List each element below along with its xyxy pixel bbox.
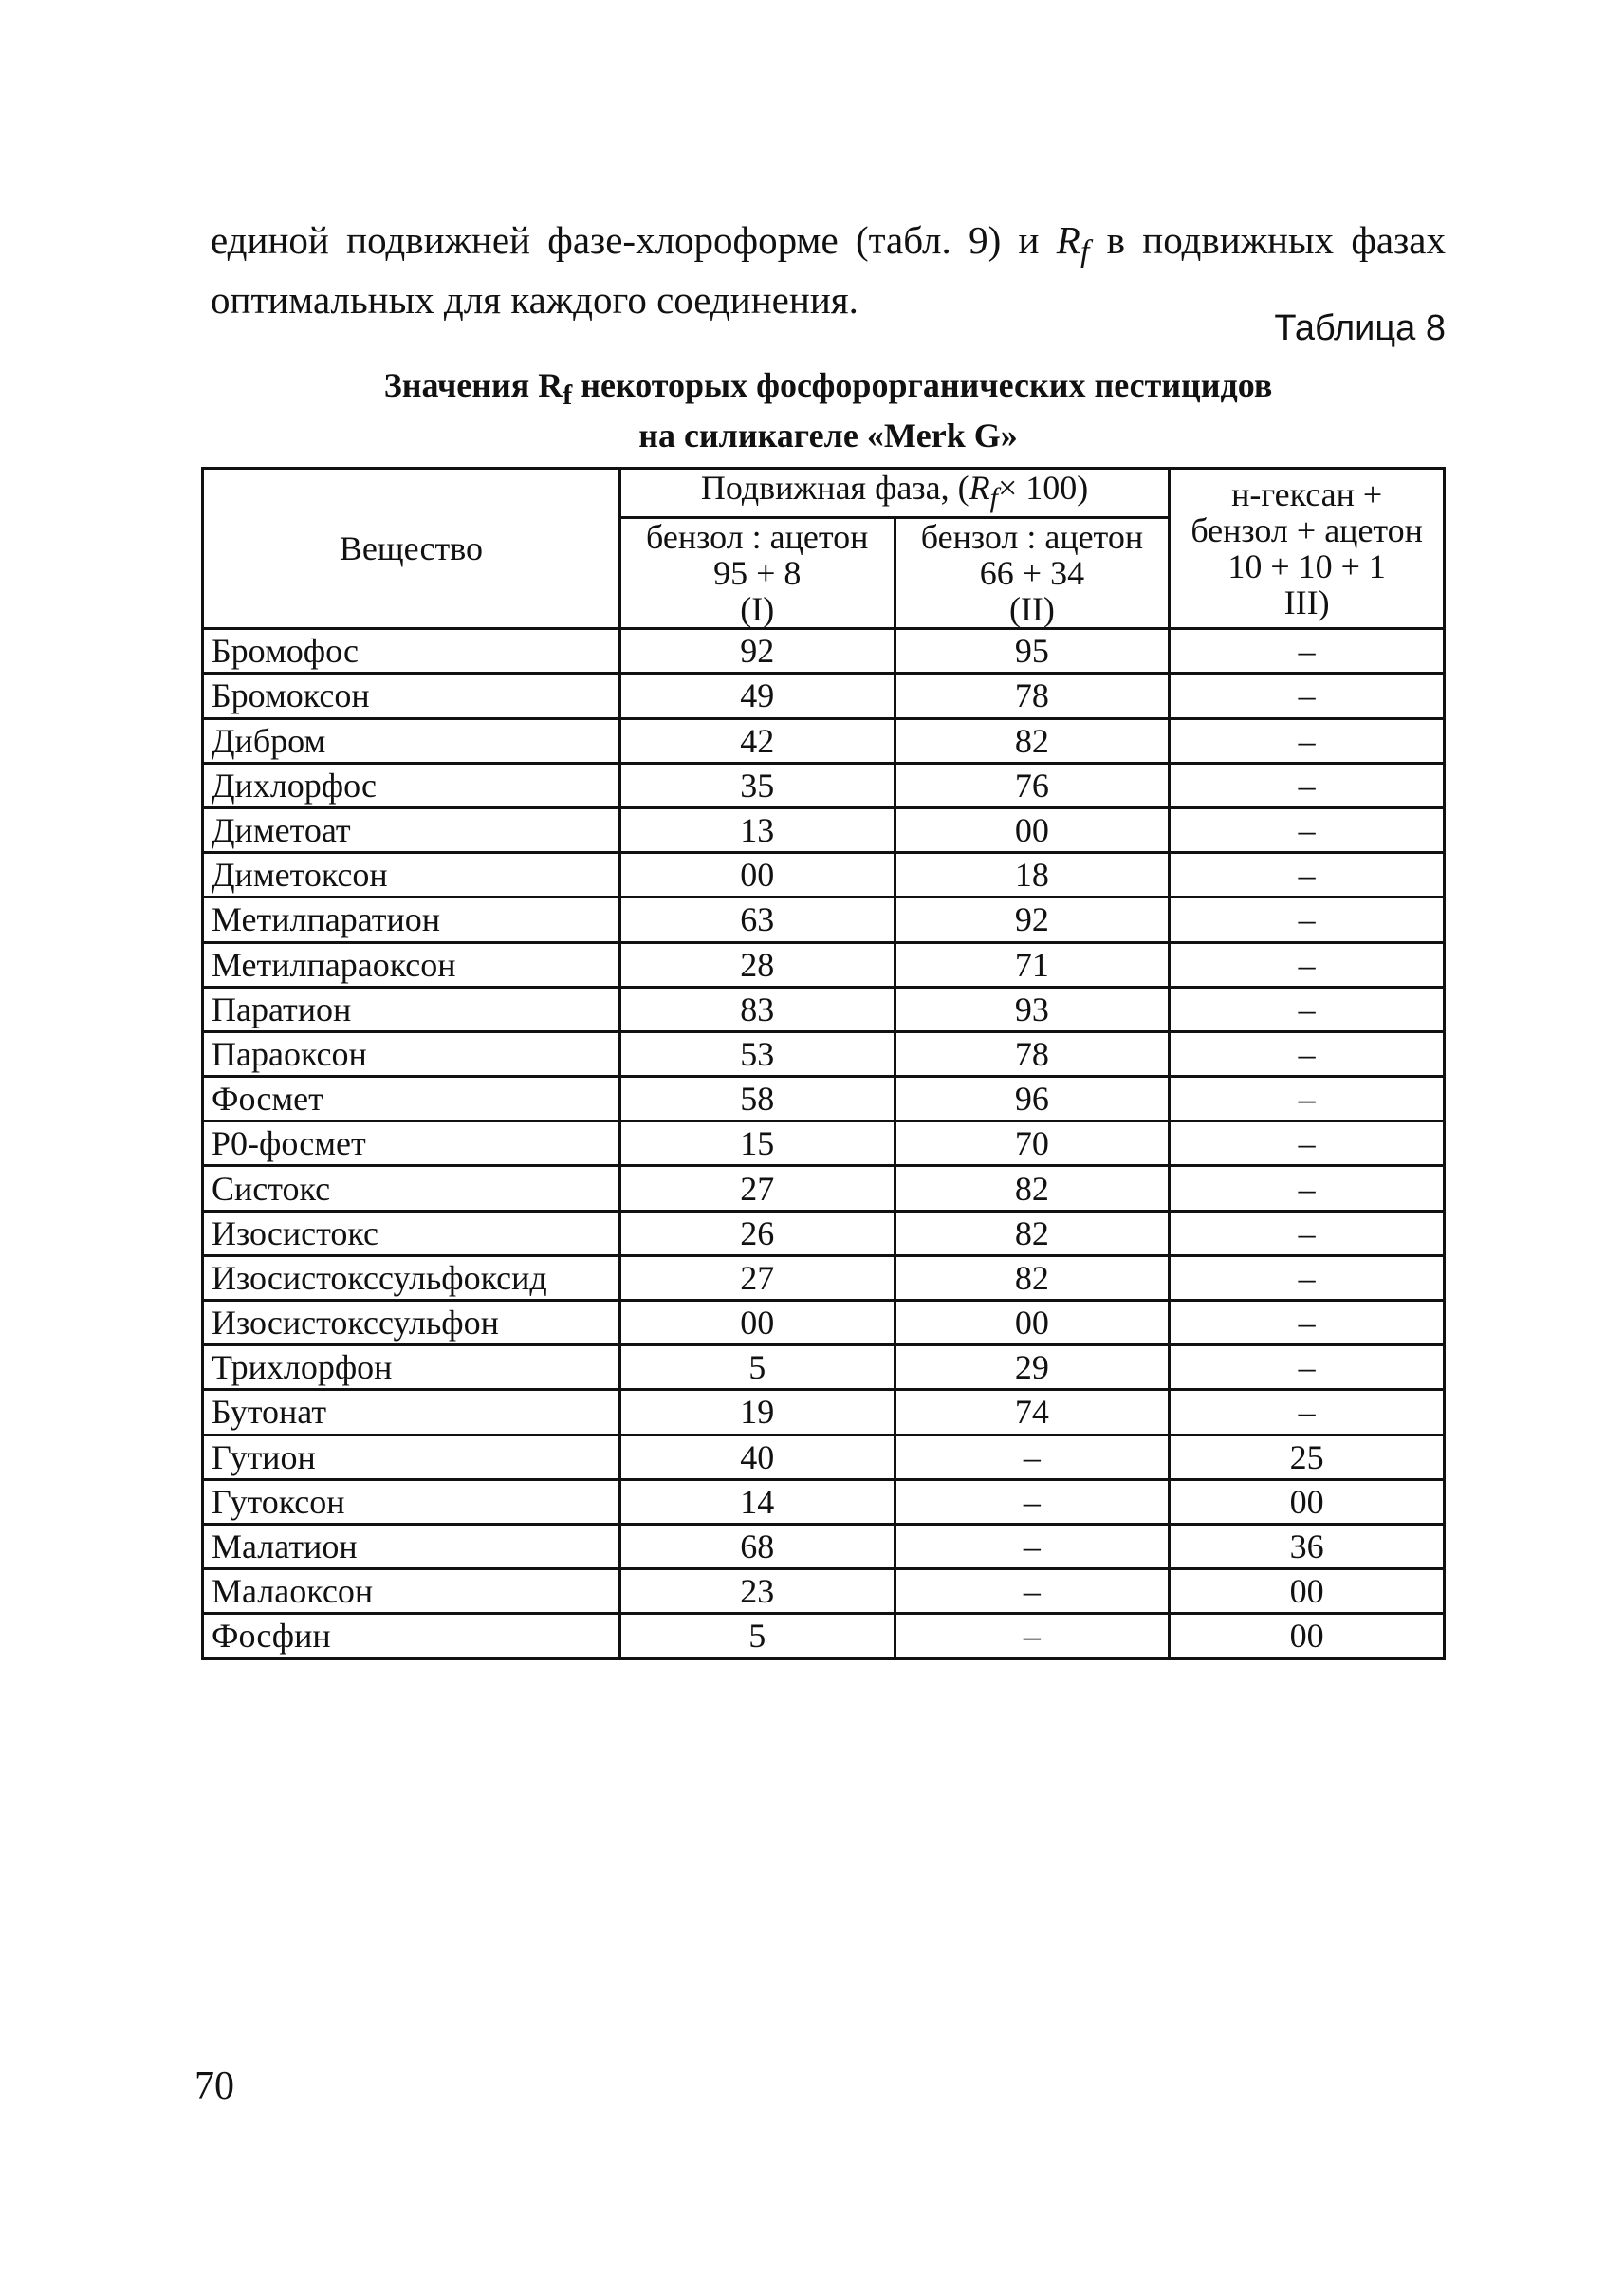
substance-cell: Метилпаратион — [203, 898, 620, 942]
substance-cell: Диметоат — [203, 807, 620, 852]
value-cell-I: 26 — [619, 1211, 895, 1255]
value-cell-I: 35 — [619, 763, 895, 807]
substance-cell: Фосмет — [203, 1077, 620, 1121]
substance-cell: Диметоксон — [203, 853, 620, 898]
substance-cell: Малатион — [203, 1524, 620, 1568]
value-cell-I: 42 — [619, 718, 895, 763]
value-cell-II: 76 — [895, 763, 1170, 807]
table-row — [203, 1614, 1445, 1658]
table-row — [203, 1211, 1445, 1255]
intro-text-1: единой подвижней фазе-хлороформе (табл. 9) и — [211, 218, 1057, 262]
value-cell-I: 19 — [619, 1390, 895, 1435]
substance-cell: Бромоксон — [203, 674, 620, 718]
value-cell-I: 5 — [619, 1345, 895, 1390]
value-cell-II: 71 — [895, 942, 1170, 987]
value-cell-III: – — [1170, 1166, 1445, 1211]
value-cell-II: 78 — [895, 1031, 1170, 1076]
value-cell-II: – — [895, 1614, 1170, 1658]
value-cell-II: – — [895, 1524, 1170, 1568]
value-cell-III: 00 — [1170, 1569, 1445, 1614]
substance-cell: Дибром — [203, 718, 620, 763]
value-cell-III: 00 — [1170, 1614, 1445, 1658]
page-number: 70 — [194, 2065, 234, 2108]
value-cell-I: 49 — [619, 674, 895, 718]
value-cell-II: 82 — [895, 1211, 1170, 1255]
value-cell-III: – — [1170, 1345, 1445, 1390]
value-cell-I: 53 — [619, 1031, 895, 1076]
value-cell-I: 5 — [619, 1614, 895, 1658]
intro-paragraph — [211, 216, 1446, 324]
value-cell-III: – — [1170, 1301, 1445, 1345]
table-row — [203, 853, 1445, 898]
value-cell-I: 00 — [619, 853, 895, 898]
header-benzene-acetone-2: бензол : ацетон 66 + 34 (II) — [895, 518, 1170, 629]
value-cell-III: – — [1170, 718, 1445, 763]
header-benzene-acetone-1: бензол : ацетон 95 + 8 (I) — [619, 518, 895, 629]
value-cell-II: 93 — [895, 987, 1170, 1031]
table-row — [203, 1077, 1445, 1121]
header-hexane-benzene-acetone: н-гексан + бензол + ацетон 10 + 10 + 1 III) — [1170, 469, 1445, 629]
table-row — [203, 1301, 1445, 1345]
value-cell-I: 68 — [619, 1524, 895, 1568]
value-cell-III: – — [1170, 1077, 1445, 1121]
rf-values-table — [201, 467, 1446, 1660]
header-substance: Вещество — [203, 469, 620, 629]
table-row — [203, 1390, 1445, 1435]
table-row — [203, 763, 1445, 807]
value-cell-II: 00 — [895, 1301, 1170, 1345]
table-row — [203, 1031, 1445, 1076]
substance-cell: Трихлорфон — [203, 1345, 620, 1390]
value-cell-I: 83 — [619, 987, 895, 1031]
substance-cell: Дихлорфос — [203, 763, 620, 807]
table-row — [203, 1345, 1445, 1390]
value-cell-I: 15 — [619, 1121, 895, 1166]
substance-cell: Малаоксон — [203, 1569, 620, 1614]
value-cell-II: 82 — [895, 718, 1170, 763]
value-cell-II: – — [895, 1569, 1170, 1614]
value-cell-II: 18 — [895, 853, 1170, 898]
table-row — [203, 987, 1445, 1031]
substance-cell: Гутион — [203, 1435, 620, 1479]
value-cell-I: 58 — [619, 1077, 895, 1121]
value-cell-I: 14 — [619, 1479, 895, 1524]
value-cell-II: 95 — [895, 629, 1170, 674]
substance-cell: Изосистокс — [203, 1211, 620, 1255]
value-cell-II: 74 — [895, 1390, 1170, 1435]
value-cell-II: 92 — [895, 898, 1170, 942]
table-row — [203, 1479, 1445, 1524]
table-row — [203, 1255, 1445, 1300]
substance-cell: Фосфин — [203, 1614, 620, 1658]
substance-cell: Параоксон — [203, 1031, 620, 1076]
value-cell-III: – — [1170, 1390, 1445, 1435]
caption-line-2: на силикагеле «Merk G» — [638, 417, 1018, 455]
value-cell-I: 92 — [619, 629, 895, 674]
rf-symbol: $R_f$ — [1056, 218, 1090, 270]
table-row — [203, 1166, 1445, 1211]
table-row — [203, 1524, 1445, 1568]
table-row — [203, 1435, 1445, 1479]
value-cell-II: – — [895, 1479, 1170, 1524]
value-cell-III: – — [1170, 942, 1445, 987]
value-cell-III: – — [1170, 898, 1445, 942]
value-cell-III: 25 — [1170, 1435, 1445, 1479]
value-cell-II: – — [895, 1435, 1170, 1479]
substance-cell: Бромофос — [203, 629, 620, 674]
substance-cell: Изосистокссульфон — [203, 1301, 620, 1345]
table-row — [203, 674, 1445, 718]
table-caption — [211, 365, 1446, 455]
table-row — [203, 718, 1445, 763]
header-row-1 — [203, 469, 1445, 518]
value-cell-I: 28 — [619, 942, 895, 987]
table-body — [203, 629, 1445, 1658]
value-cell-II: 96 — [895, 1077, 1170, 1121]
substance-cell: Изосистокссульфоксид — [203, 1255, 620, 1300]
value-cell-II: 70 — [895, 1121, 1170, 1166]
value-cell-II: 78 — [895, 674, 1170, 718]
substance-cell: Паратион — [203, 987, 620, 1031]
value-cell-III: – — [1170, 1255, 1445, 1300]
table-row — [203, 807, 1445, 852]
table-number-label: Таблица 8 — [1274, 308, 1446, 348]
value-cell-I: 23 — [619, 1569, 895, 1614]
value-cell-II: 00 — [895, 807, 1170, 852]
value-cell-I: 13 — [619, 807, 895, 852]
table-row — [203, 629, 1445, 674]
value-cell-II: 29 — [895, 1345, 1170, 1390]
value-cell-II: 82 — [895, 1166, 1170, 1211]
value-cell-I: 00 — [619, 1301, 895, 1345]
table-row — [203, 942, 1445, 987]
table-row — [203, 1569, 1445, 1614]
value-cell-III: – — [1170, 853, 1445, 898]
value-cell-III: – — [1170, 763, 1445, 807]
substance-cell: Систокс — [203, 1166, 620, 1211]
value-cell-III: – — [1170, 629, 1445, 674]
value-cell-I: 27 — [619, 1255, 895, 1300]
value-cell-III: – — [1170, 1211, 1445, 1255]
substance-cell: Р0-фосмет — [203, 1121, 620, 1166]
value-cell-III: – — [1170, 1031, 1445, 1076]
intro-text-2: в подвижных фазах оптимальных для каждого соединения. — [211, 218, 1446, 323]
value-cell-III: – — [1170, 1121, 1445, 1166]
substance-cell: Бутонат — [203, 1390, 620, 1435]
substance-cell: Метилпараоксон — [203, 942, 620, 987]
table-row — [203, 898, 1445, 942]
table-row — [203, 1121, 1445, 1166]
value-cell-III: – — [1170, 987, 1445, 1031]
caption-line-1: Значения $R_f$ некоторых фосфорорганических пестицидов — [383, 366, 1273, 412]
value-cell-III: 36 — [1170, 1524, 1445, 1568]
value-cell-I: 63 — [619, 898, 895, 942]
header-mobile-phase: Подвижная фаза, $(R_f\times 100)$ — [619, 469, 1169, 518]
value-cell-III: – — [1170, 674, 1445, 718]
value-cell-I: 27 — [619, 1166, 895, 1211]
value-cell-II: 82 — [895, 1255, 1170, 1300]
value-cell-III: 00 — [1170, 1479, 1445, 1524]
substance-cell: Гутоксон — [203, 1479, 620, 1524]
value-cell-III: – — [1170, 807, 1445, 852]
value-cell-I: 40 — [619, 1435, 895, 1479]
